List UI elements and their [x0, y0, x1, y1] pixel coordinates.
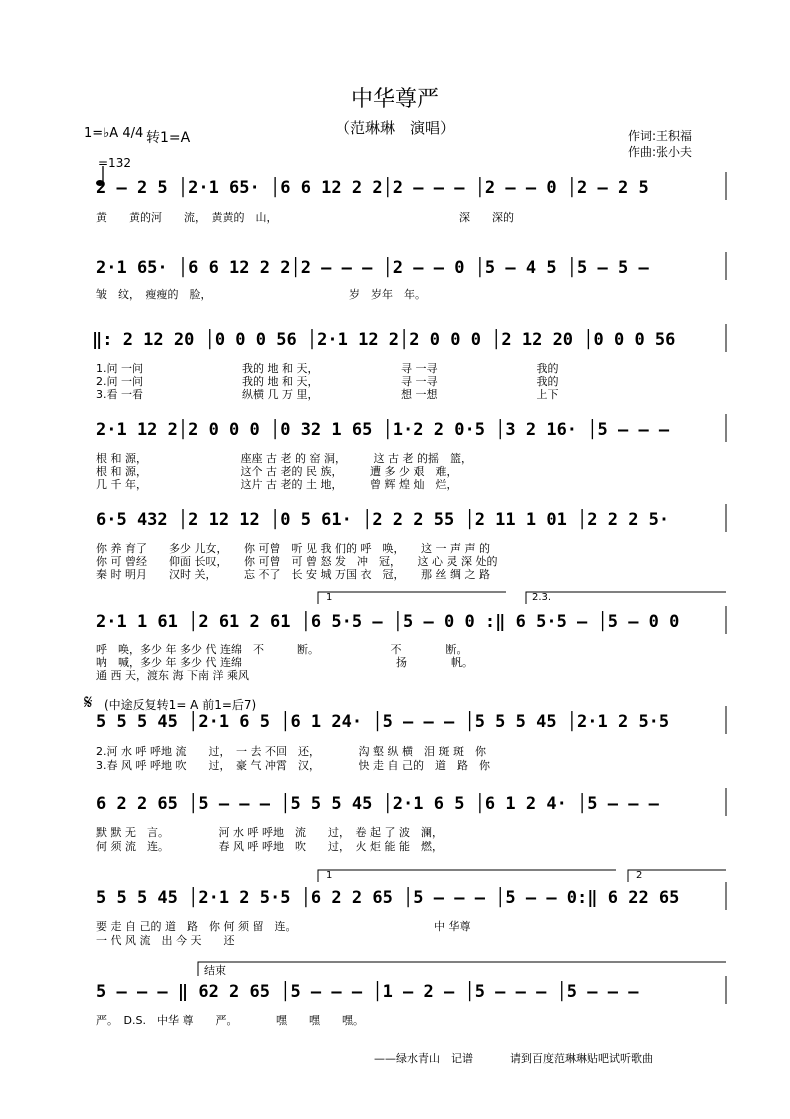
- lyricist-credit: 作词:王积福: [628, 129, 693, 143]
- lyric-line: 秦 时 明月 汉时 关， 忘 不了 长 安 城 万国 衣 冠， 那 丝 绸 之 路: [96, 568, 490, 581]
- lyric-line: 3.看 一看 纵横 几 万 里， 想 一想 上下: [96, 388, 559, 401]
- notation-line: 2·1 12 2│2 0 0 0 │0 32 1 65 │1·2 2 0·5 │3 2 16· │5 — — —: [96, 420, 670, 440]
- notation-line: 5 — — — ‖ 62 2 65 │5 — — — │1 — 2 — │5 — — — │5 — — —: [96, 982, 639, 1002]
- notation-line: 2·1 1 61 │2 61 2 61 │6 5·5 — │5 — 0 0 :‖ 6 5·5 — │5 — 0 0: [96, 612, 680, 632]
- ending-1-label: 1: [326, 592, 333, 603]
- lyric-line: 严。 D.S. 中华 尊 严。 嘿 嘿 嘿。: [96, 1014, 364, 1027]
- lyric-line: 根 和 源， 座座 古 老 的 窑 洞， 这 古 老 的摇 篮，: [96, 452, 472, 465]
- ending-1-label: 1: [326, 870, 333, 881]
- key-signature: 1=♭A 4/4: [84, 126, 144, 141]
- lyric-line: 一 代 风 流 出 今 天 还: [96, 934, 235, 947]
- lyric-line: 你 可 曾经 仰面 长叹， 你 可曾 可 曾 怒 发 冲 冠， 这 心 灵 深 处的: [96, 555, 498, 568]
- notation-line: 6·5 432 │2 12 12 │0 5 61· │2 2 2 55 │2 11 1 01 │2 2 2 5·: [96, 510, 670, 530]
- transpose-marking: 转1=A: [146, 130, 191, 146]
- lyric-line: 3.春 风 呼 呼地 吹 过， 豪 气 冲霄 汉， 快 走 自 己的 道 路 你: [96, 759, 490, 772]
- notation-line: 5 5 5 45 │2·1 2 5·5 │6 2 2 65 │5 — — — │5 — — 0:‖ 6 22 65: [96, 888, 680, 908]
- transcriber-credit: ——绿水青山 记谱: [374, 1052, 473, 1065]
- segno-icon: 𝄋: [84, 690, 93, 714]
- ending-23-label: 2.3.: [532, 592, 552, 603]
- notation-line: 2·1 65· │6 6 12 2 2│2 — — — │2 — — 0 │5 — 4 5 │5 — 5 —: [96, 258, 649, 278]
- lyric-line: 几 千 年， 这片 古 老的 土 地， 曾 辉 煌 灿 烂，: [96, 478, 458, 491]
- lyric-line: 根 和 源， 这个 古 老的 民 族， 遭 多 少 艰 难，: [96, 465, 458, 478]
- segno-instruction: (中途反复转1= A 前1=后7): [104, 698, 257, 712]
- ending-2-label: 2: [636, 870, 643, 881]
- lyric-line: 皱 纹， 瘦瘦的 脸， 岁 岁年 年。: [96, 288, 426, 301]
- lyric-line: 2.河 水 呼 呼地 流 过， 一 去 不回 还， 沟 壑 纵 横 泪 斑 斑 你: [96, 745, 486, 758]
- notation-line: 2 — 2 5 │2·1 65· │6 6 12 2 2│2 — — — │2 — — 0 │2 — 2 5: [96, 178, 649, 198]
- lyric-line: 呼 唤，多少 年 多少 代 连绵 不 断。 不 断。: [96, 643, 468, 656]
- lyric-line: 黄 黄的河 流， 黄黄的 山， 深 深的: [96, 211, 514, 224]
- performer-subtitle: （范琳琳 演唱）: [334, 119, 455, 137]
- song-title: 中华尊严: [350, 87, 439, 112]
- tempo-marking: =132: [98, 156, 131, 170]
- lyric-line: 2.问 一问 我的 地 和 天， 寻 一寻 我的: [96, 375, 559, 388]
- lyric-line: 何 须 流 连。 春 风 呼 呼地 吹 过， 火 炬 能 能 燃，: [96, 840, 443, 853]
- lyric-line: 默 默 无 言。 河 水 呼 呼地 流 过， 卷 起 了 波 澜，: [96, 826, 443, 839]
- lyric-line: 1.问 一问 我的 地 和 天， 寻 一寻 我的: [96, 362, 559, 375]
- notation-line: 6 2 2 65 │5 — — — │5 5 5 45 │2·1 6 5 │6 1 2 4· │5 — — —: [96, 794, 659, 814]
- listen-note: 请到百度范琳琳贴吧试听歌曲: [510, 1052, 653, 1065]
- end-label: 结束: [204, 964, 226, 977]
- lyric-line: 你 养 育了 多少 儿女， 你 可曾 听 见 我 们的 呼 唤， 这 一 声 声 的: [96, 542, 490, 555]
- lyric-line: 呐 喊，多少 年 多少 代 连绵 扬 帆。: [96, 656, 473, 669]
- notation-line: ‖: 2 12 20 │0 0 0 56 │2·1 12 2│2 0 0 0 │2 12 20 │0 0 0 56: [92, 330, 676, 350]
- composer-credit: 作曲:张小夫: [628, 145, 693, 159]
- notation-line: 5 5 5 45 │2·1 6 5 │6 1 24· │5 — — — │5 5 5 45 │2·1 2 5·5: [96, 712, 670, 732]
- lyric-line: 要 走 自 己的 道 路 你 何 须 留 连。 中 华尊: [96, 920, 471, 933]
- lyric-line: 通 西 天，渡东 海 下南 洋 乘风: [96, 669, 249, 682]
